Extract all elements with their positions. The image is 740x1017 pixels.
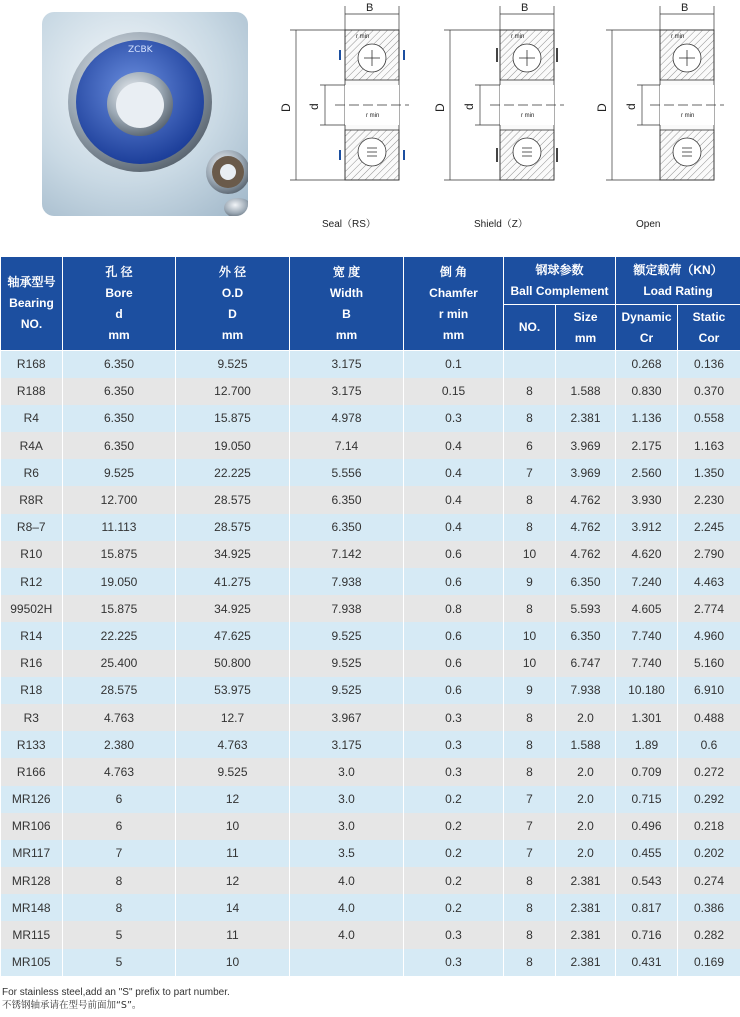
fillet-label: r min: [366, 113, 380, 119]
header-chamfer: 倒 角 Chamfer r min mm: [404, 257, 504, 351]
cell-dynamic-cr: 0.543: [616, 867, 678, 894]
cell-bore: 4.763: [63, 758, 176, 785]
dim-label-b: B: [366, 2, 374, 14]
cell-dynamic-cr: 7.740: [616, 622, 678, 649]
cell-ball-no: 7: [504, 840, 556, 867]
table-row: [1, 622, 740, 649]
cell-bore: 2.380: [63, 731, 176, 758]
header-load-rating: 额定载荷（KN） Load Rating: [616, 257, 740, 305]
table-row: [1, 541, 740, 568]
cell-od: 14: [176, 894, 290, 921]
cell-width: 4.0: [290, 894, 404, 921]
header-bearing-no: 轴承型号 Bearing NO.: [1, 257, 63, 351]
cell-static-cor: 0.202: [678, 840, 740, 867]
cell-chamfer: 0.15: [404, 378, 504, 405]
cell-dynamic-cr: 7.740: [616, 650, 678, 677]
cell-static-cor: 6.910: [678, 677, 740, 704]
cell-od: 10: [176, 813, 290, 840]
cell-od: 22.225: [176, 459, 290, 486]
cell-chamfer: 0.4: [404, 459, 504, 486]
cell-bore: 6: [63, 786, 176, 813]
cell-bearing-no: R8–7: [1, 514, 63, 541]
cell-bore: 11.113: [63, 514, 176, 541]
footnote-en: For stainless steel,add an "S" prefix to part number.: [2, 987, 230, 998]
cell-od: 12: [176, 867, 290, 894]
cell-ball-size: 1.588: [556, 378, 616, 405]
cell-width: 6.350: [290, 486, 404, 513]
cell-ball-size: 2.0: [556, 813, 616, 840]
cell-ball-no: 8: [504, 949, 556, 976]
cell-width: 7.142: [290, 541, 404, 568]
cell-static-cor: 2.790: [678, 541, 740, 568]
table-row: [1, 894, 740, 921]
cell-width: 4.0: [290, 921, 404, 948]
header-ball-no: NO.: [504, 305, 556, 351]
cell-bore: 6.350: [63, 432, 176, 459]
cell-ball-size: 4.762: [556, 514, 616, 541]
caption-seal: Seal（RS）: [322, 219, 376, 230]
cell-ball-size: 2.381: [556, 894, 616, 921]
table-row: [1, 351, 740, 378]
cell-static-cor: 2.774: [678, 595, 740, 622]
cell-bearing-no: R4A: [1, 432, 63, 459]
cell-bearing-no: R4: [1, 405, 63, 432]
cell-dynamic-cr: 0.830: [616, 378, 678, 405]
fillet-label: r min: [521, 113, 535, 119]
cell-ball-no: 7: [504, 459, 556, 486]
cell-ball-size: 2.381: [556, 921, 616, 948]
cell-ball-size: 2.381: [556, 949, 616, 976]
cell-ball-size: 6.350: [556, 622, 616, 649]
cell-width: 4.0: [290, 867, 404, 894]
technical-drawings: [270, 0, 740, 240]
cell-dynamic-cr: 0.496: [616, 813, 678, 840]
cell-ball-no: 8: [504, 486, 556, 513]
cell-dynamic-cr: 4.605: [616, 595, 678, 622]
cell-bearing-no: R16: [1, 650, 63, 677]
header-od: 外 径 O.D D mm: [176, 257, 290, 351]
dim-label-d-outer: D: [595, 103, 609, 112]
cell-bearing-no: R3: [1, 704, 63, 731]
cell-bore: 6.350: [63, 378, 176, 405]
cell-bearing-no: MR148: [1, 894, 63, 921]
cell-bore: 5: [63, 949, 176, 976]
cell-bearing-no: MR115: [1, 921, 63, 948]
cell-chamfer: 0.3: [404, 704, 504, 731]
cell-bore: 8: [63, 894, 176, 921]
cell-static-cor: 2.230: [678, 486, 740, 513]
cell-ball-size: [556, 351, 616, 378]
cell-width: 3.5: [290, 840, 404, 867]
cell-dynamic-cr: 0.715: [616, 786, 678, 813]
cell-chamfer: 0.2: [404, 813, 504, 840]
cell-dynamic-cr: 1.301: [616, 704, 678, 731]
cell-width: 6.350: [290, 514, 404, 541]
cell-ball-no: 8: [504, 921, 556, 948]
cell-ball-size: 1.588: [556, 731, 616, 758]
cell-static-cor: 1.163: [678, 432, 740, 459]
footnote: [2, 986, 230, 1012]
cell-dynamic-cr: 0.709: [616, 758, 678, 785]
header-ball-complement: 钢球参数 Ball Complement: [504, 257, 616, 305]
table-row: [1, 405, 740, 432]
cell-bearing-no: R6: [1, 459, 63, 486]
brand-text: ZCBK: [128, 45, 153, 55]
cell-width: 3.967: [290, 704, 404, 731]
cell-chamfer: 0.4: [404, 486, 504, 513]
cell-chamfer: 0.2: [404, 786, 504, 813]
cell-bearing-no: R14: [1, 622, 63, 649]
cell-dynamic-cr: 3.912: [616, 514, 678, 541]
cell-dynamic-cr: 1.136: [616, 405, 678, 432]
cell-ball-size: 2.381: [556, 867, 616, 894]
cell-static-cor: 5.160: [678, 650, 740, 677]
cell-ball-no: 9: [504, 677, 556, 704]
cell-bearing-no: MR128: [1, 867, 63, 894]
cell-bore: 4.763: [63, 704, 176, 731]
cell-chamfer: 0.4: [404, 432, 504, 459]
cell-bearing-no: R8R: [1, 486, 63, 513]
cell-chamfer: 0.2: [404, 840, 504, 867]
cell-bore: 15.875: [63, 541, 176, 568]
cell-chamfer: 0.3: [404, 949, 504, 976]
dim-label-d-bore: d: [624, 103, 638, 110]
cell-od: 11: [176, 921, 290, 948]
cell-dynamic-cr: 0.817: [616, 894, 678, 921]
cell-static-cor: 0.558: [678, 405, 740, 432]
table-row: [1, 758, 740, 785]
drawing-shield: [490, 30, 564, 180]
cell-ball-no: 7: [504, 786, 556, 813]
cell-od: 53.975: [176, 677, 290, 704]
dim-label-d-outer: D: [433, 103, 447, 112]
cell-bearing-no: R133: [1, 731, 63, 758]
table-row: [1, 840, 740, 867]
cell-chamfer: 0.2: [404, 867, 504, 894]
drawing-open: [650, 30, 724, 180]
cell-od: 9.525: [176, 351, 290, 378]
cell-bearing-no: R10: [1, 541, 63, 568]
cell-chamfer: 0.6: [404, 541, 504, 568]
table-row: [1, 813, 740, 840]
cell-bearing-no: MR126: [1, 786, 63, 813]
cell-ball-no: 8: [504, 731, 556, 758]
cell-dynamic-cr: 1.89: [616, 731, 678, 758]
cell-static-cor: 0.292: [678, 786, 740, 813]
cell-ball-size: 6.350: [556, 568, 616, 595]
cell-od: 28.575: [176, 514, 290, 541]
header-ball-size: Size mm: [556, 305, 616, 351]
cell-chamfer: 0.3: [404, 405, 504, 432]
cell-width: 3.175: [290, 731, 404, 758]
cell-bearing-no: R188: [1, 378, 63, 405]
cell-od: 34.925: [176, 595, 290, 622]
cell-chamfer: 0.3: [404, 921, 504, 948]
bearing-photo: [42, 12, 248, 216]
cell-static-cor: 4.960: [678, 622, 740, 649]
fillet-label: r min: [511, 34, 525, 40]
cell-ball-no: 8: [504, 378, 556, 405]
cell-dynamic-cr: 0.268: [616, 351, 678, 378]
cell-od: 10: [176, 949, 290, 976]
cell-bearing-no: 99502H: [1, 595, 63, 622]
cell-ball-no: 8: [504, 867, 556, 894]
table-row: [1, 650, 740, 677]
bearing-spec-table: [0, 256, 740, 976]
fillet-label: r min: [671, 34, 685, 40]
header-static: Static Cor: [678, 305, 740, 351]
cell-ball-no: 8: [504, 894, 556, 921]
cell-chamfer: 0.3: [404, 731, 504, 758]
cell-chamfer: 0.2: [404, 894, 504, 921]
cell-ball-size: 3.969: [556, 432, 616, 459]
table-row: [1, 378, 740, 405]
cell-bearing-no: MR106: [1, 813, 63, 840]
cell-ball-size: 2.381: [556, 405, 616, 432]
cell-od: 28.575: [176, 486, 290, 513]
cell-width: 9.525: [290, 677, 404, 704]
dim-label-b: B: [681, 2, 689, 14]
cell-bearing-no: MR105: [1, 949, 63, 976]
cell-bearing-no: R12: [1, 568, 63, 595]
cell-chamfer: 0.4: [404, 514, 504, 541]
cell-od: 12.7: [176, 704, 290, 731]
cell-od: 19.050: [176, 432, 290, 459]
cell-ball-size: 5.593: [556, 595, 616, 622]
cell-bore: 6: [63, 813, 176, 840]
cell-od: 15.875: [176, 405, 290, 432]
cell-bore: 5: [63, 921, 176, 948]
cell-ball-size: 4.762: [556, 486, 616, 513]
cell-od: 12.700: [176, 378, 290, 405]
cell-bore: 6.350: [63, 405, 176, 432]
table-row: [1, 704, 740, 731]
table-row: [1, 949, 740, 976]
cell-od: 41.275: [176, 568, 290, 595]
cell-ball-size: 3.969: [556, 459, 616, 486]
cell-bearing-no: R168: [1, 351, 63, 378]
header-width: 宽 度 Width B mm: [290, 257, 404, 351]
cell-ball-size: 4.762: [556, 541, 616, 568]
dim-label-d-outer: D: [279, 103, 293, 112]
cell-ball-no: 8: [504, 704, 556, 731]
cell-od: 9.525: [176, 758, 290, 785]
cell-width: 7.938: [290, 568, 404, 595]
bearing-photo-illustration: [42, 12, 248, 216]
cell-bore: 6.350: [63, 351, 176, 378]
cell-bore: 22.225: [63, 622, 176, 649]
cell-ball-size: 2.0: [556, 786, 616, 813]
header-bore: 孔 径 Bore d mm: [63, 257, 176, 351]
cell-static-cor: 0.218: [678, 813, 740, 840]
fillet-label: r min: [681, 113, 695, 119]
cell-dynamic-cr: 4.620: [616, 541, 678, 568]
cell-static-cor: 0.488: [678, 704, 740, 731]
cell-ball-no: 9: [504, 568, 556, 595]
footnote-zh: 不锈钢轴承请在型号前面加“S”。: [2, 1000, 142, 1011]
header-dynamic: Dynamic Cr: [616, 305, 678, 351]
cell-chamfer: 0.6: [404, 622, 504, 649]
cell-width: 7.14: [290, 432, 404, 459]
cell-dynamic-cr: 2.175: [616, 432, 678, 459]
cell-dynamic-cr: 0.455: [616, 840, 678, 867]
cell-static-cor: 0.370: [678, 378, 740, 405]
cell-ball-no: 10: [504, 541, 556, 568]
cell-width: 3.175: [290, 351, 404, 378]
cell-chamfer: 0.6: [404, 650, 504, 677]
drawing-seal: [335, 30, 409, 180]
cell-width: 4.978: [290, 405, 404, 432]
cell-chamfer: 0.6: [404, 568, 504, 595]
cell-dynamic-cr: 3.930: [616, 486, 678, 513]
cell-static-cor: 0.272: [678, 758, 740, 785]
table-row: [1, 568, 740, 595]
table-row: [1, 731, 740, 758]
table-row: [1, 432, 740, 459]
cell-static-cor: 4.463: [678, 568, 740, 595]
caption-shield: Shield（Z）: [474, 219, 528, 230]
cell-bore: 28.575: [63, 677, 176, 704]
cell-width: 9.525: [290, 622, 404, 649]
cell-ball-no: 6: [504, 432, 556, 459]
cell-width: 5.556: [290, 459, 404, 486]
cell-dynamic-cr: 10.180: [616, 677, 678, 704]
cell-od: 47.625: [176, 622, 290, 649]
cell-static-cor: 2.245: [678, 514, 740, 541]
cell-ball-no: 8: [504, 514, 556, 541]
cell-dynamic-cr: 2.560: [616, 459, 678, 486]
cell-static-cor: 0.386: [678, 894, 740, 921]
cell-ball-no: 8: [504, 405, 556, 432]
cell-ball-no: 10: [504, 622, 556, 649]
cell-width: 7.938: [290, 595, 404, 622]
fillet-label: r min: [356, 34, 370, 40]
cell-static-cor: 0.282: [678, 921, 740, 948]
caption-open: Open: [636, 219, 661, 230]
cell-ball-no: 7: [504, 813, 556, 840]
cell-bearing-no: MR117: [1, 840, 63, 867]
cell-bore: 12.700: [63, 486, 176, 513]
cell-ball-size: 2.0: [556, 704, 616, 731]
cell-bore: 15.875: [63, 595, 176, 622]
cell-width: 3.0: [290, 813, 404, 840]
cell-width: 3.0: [290, 758, 404, 785]
cell-ball-size: 2.0: [556, 758, 616, 785]
cell-bearing-no: R166: [1, 758, 63, 785]
cell-ball-size: 6.747: [556, 650, 616, 677]
cell-ball-no: [504, 351, 556, 378]
cell-od: 4.763: [176, 731, 290, 758]
dim-label-b: B: [521, 2, 529, 14]
cell-od: 11: [176, 840, 290, 867]
cell-static-cor: 0.136: [678, 351, 740, 378]
dim-label-d-bore: d: [462, 103, 476, 110]
table-row: [1, 459, 740, 486]
cell-static-cor: 0.169: [678, 949, 740, 976]
cell-ball-size: 2.0: [556, 840, 616, 867]
cell-width: 9.525: [290, 650, 404, 677]
cell-ball-no: 8: [504, 758, 556, 785]
cell-chamfer: 0.6: [404, 677, 504, 704]
cell-chamfer: 0.3: [404, 758, 504, 785]
table-row: [1, 677, 740, 704]
cell-static-cor: 0.6: [678, 731, 740, 758]
cell-chamfer: 0.1: [404, 351, 504, 378]
table-row: [1, 595, 740, 622]
cell-dynamic-cr: 0.716: [616, 921, 678, 948]
cell-od: 12: [176, 786, 290, 813]
cell-dynamic-cr: 0.431: [616, 949, 678, 976]
cell-bore: 8: [63, 867, 176, 894]
cell-bore: 9.525: [63, 459, 176, 486]
cell-bore: 7: [63, 840, 176, 867]
cell-ball-size: 7.938: [556, 677, 616, 704]
cell-width: 3.0: [290, 786, 404, 813]
cell-bearing-no: R18: [1, 677, 63, 704]
table-row: [1, 786, 740, 813]
cell-od: 50.800: [176, 650, 290, 677]
table-row: [1, 921, 740, 948]
table-row: [1, 867, 740, 894]
cell-width: [290, 949, 404, 976]
table-row: [1, 486, 740, 513]
cell-od: 34.925: [176, 541, 290, 568]
dim-label-d-bore: d: [307, 103, 321, 110]
cell-static-cor: 1.350: [678, 459, 740, 486]
cell-static-cor: 0.274: [678, 867, 740, 894]
table-row: [1, 514, 740, 541]
cell-ball-no: 10: [504, 650, 556, 677]
cell-width: 3.175: [290, 378, 404, 405]
cell-dynamic-cr: 7.240: [616, 568, 678, 595]
cell-chamfer: 0.8: [404, 595, 504, 622]
cell-bore: 19.050: [63, 568, 176, 595]
cell-bore: 25.400: [63, 650, 176, 677]
cell-ball-no: 8: [504, 595, 556, 622]
